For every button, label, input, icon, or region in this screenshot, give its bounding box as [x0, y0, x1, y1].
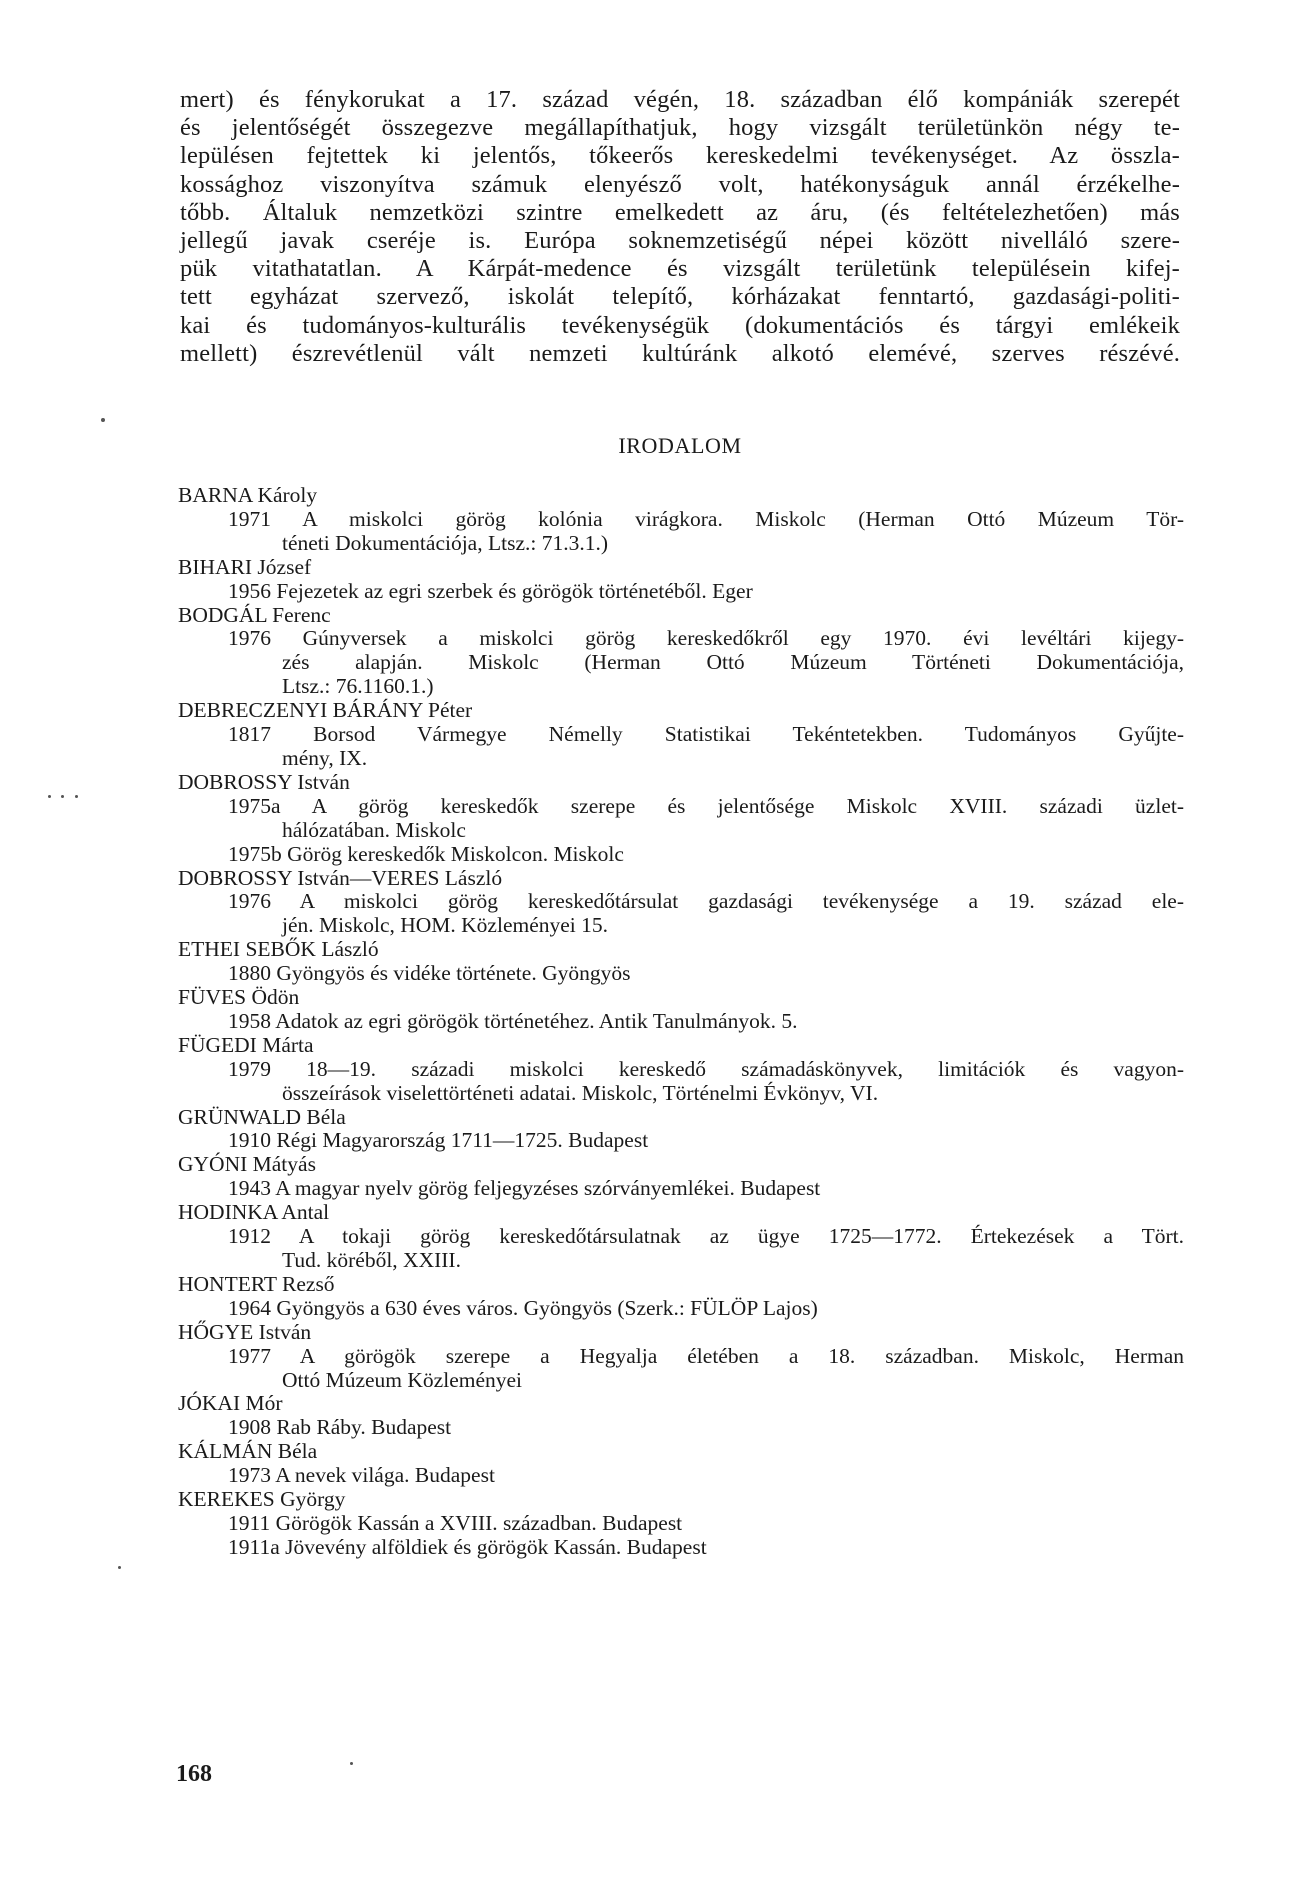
scan-speck: [101, 418, 105, 422]
body-line: lepülésen fejtettek ki jelentős, tőkeerős kereskedelmi tevékenységet. Az összla-: [180, 142, 1180, 170]
reference-entry: [178, 1010, 1188, 1034]
reference-entry: [178, 1512, 1188, 1536]
reference-entry: [178, 1058, 1188, 1106]
reference-entry: [178, 890, 1188, 938]
body-line: mellett) észrevétlenül vált nemzeti kultúránk alkotó elemévé, szerves részévé.: [180, 339, 1180, 367]
reference-author: FÜVES Ödön: [178, 985, 300, 1010]
reference-author: KEREKES György: [178, 1487, 346, 1512]
reference-author: DEBRECZENYI BÁRÁNY Péter: [178, 698, 473, 723]
scan-speck: [350, 1762, 353, 1765]
reference-line: 1976 Gúnyversek a miskolci görög kereskedőkről egy 1970. évi levéltári kijegy-: [228, 626, 1184, 651]
reference-author: HONTERT Rezső: [178, 1271, 335, 1296]
reference-entry: [178, 723, 1188, 771]
reference-entry: [178, 1177, 1188, 1201]
reference-author: BARNA Károly: [178, 483, 318, 507]
body-line: tőbb. Általuk nemzetközi szintre emelkedett az áru, (és feltételezhetően) más: [180, 198, 1180, 226]
reference-author: DOBROSSY István—VERES László: [178, 865, 503, 890]
reference-line: jén. Miskolc, HOM. Közleményei 15.: [282, 913, 609, 938]
reference-entry: [178, 1536, 1188, 1560]
reference-line: mény, IX.: [282, 745, 368, 770]
reference-line: 1910 Régi Magyarország 1711—1725. Budapest: [228, 1128, 649, 1153]
reference-line: 1975b Görög kereskedők Miskolcon. Miskolc: [228, 841, 624, 866]
reference-line: 1964 Gyöngyös a 630 éves város. Gyöngyös (Szerk.: FÜLÖP Lajos): [228, 1295, 818, 1320]
reference-author: KÁLMÁN Béla: [178, 1439, 318, 1464]
body-line: pük vitathatatlan. A Kárpát-medence és vizsgált területünk településein kifej-: [180, 255, 1180, 283]
section-heading: IRODALOM: [618, 433, 742, 458]
reference-entry: [178, 1297, 1188, 1321]
reference-list: [178, 484, 1188, 1560]
reference-line: 1977 A görögök szerepe a Hegyalja életében a 18. században. Miskolc, Herman: [228, 1343, 1184, 1368]
reference-author: BIHARI József: [178, 554, 312, 579]
reference-line: zés alapján. Miskolc (Herman Ottó Múzeum Történeti Dokumentációja,: [282, 650, 1184, 675]
reference-entry: [178, 795, 1188, 843]
scan-speck: [61, 795, 64, 798]
reference-author: ETHEI SEBŐK László: [178, 937, 379, 962]
reference-line: 1971 A miskolci görög kolónia virágkora. Miskolc (Herman Ottó Múzeum Tör-: [228, 506, 1184, 531]
reference-line: összeírások viselettörténeti adatai. Miskolc, Történelmi Évkönyv, VI.: [282, 1080, 879, 1105]
reference-author: HŐGYE István: [178, 1319, 312, 1344]
reference-line: hálózatában. Miskolc: [282, 817, 466, 842]
reference-line: Tud. köréből, XXIII.: [282, 1248, 461, 1272]
reference-line: 1911 Görögök Kassán a XVIII. században. Budapest: [228, 1510, 683, 1535]
reference-line: Ltsz.: 76.1160.1.): [282, 674, 434, 699]
reference-entry: [178, 580, 1188, 604]
body-line: jellegű javak cseréje is. Európa soknemzetiségű népei között nivelláló szere-: [180, 227, 1180, 255]
reference-entry: [178, 1129, 1188, 1153]
reference-line: 1979 18—19. századi miskolci kereskedő számadáskönyvek, limitációk és vagyon-: [228, 1056, 1184, 1081]
reference-author: HODINKA Antal: [178, 1200, 330, 1225]
reference-author: GYÓNI Mátyás: [178, 1152, 316, 1177]
reference-line: 1956 Fejezetek az egri szerbek és görögök történetéből. Eger: [228, 578, 753, 603]
reference-author: GRÜNWALD Béla: [178, 1104, 346, 1129]
body-line: és jelentőségét összegezve megállapíthatjuk, hogy vizsgált területünkön négy te-: [180, 114, 1180, 142]
scan-speck: [75, 795, 78, 798]
reference-line: 1975a A görög kereskedők szerepe és jelentősége Miskolc XVIII. századi üzlet-: [228, 793, 1184, 818]
reference-line: Ottó Múzeum Közleményei: [282, 1367, 523, 1392]
reference-line: 1973 A nevek világa. Budapest: [228, 1463, 495, 1488]
reference-line: 1958 Adatok az egri görögök történetéhez. Antik Tanulmányok. 5.: [228, 1008, 798, 1033]
reference-line: 1976 A miskolci görög kereskedőtársulat gazdasági tevékenysége a 19. század ele-: [228, 889, 1184, 914]
reference-entry: [178, 508, 1188, 556]
reference-entry: [178, 843, 1188, 867]
reference-line: 1817 Borsod Vármegye Némelly Statistikai Tekéntetekben. Tudományos Gyűjte-: [228, 722, 1184, 747]
reference-entry: [178, 1416, 1188, 1440]
reference-entry: [178, 627, 1188, 699]
reference-line: 1943 A magyar nyelv görög feljegyzéses szórványemlékei. Budapest: [228, 1176, 821, 1201]
reference-line: téneti Dokumentációja, Ltsz.: 71.3.1.): [282, 530, 608, 555]
reference-entry: [178, 962, 1188, 986]
body-line: mert) és fénykorukat a 17. század végén, 18. században élő kompániák szerepét: [180, 86, 1180, 113]
body-line: kossághoz viszonyítva számuk elenyésző volt, hatékonyságuk annál érzékelhe-: [180, 170, 1180, 198]
scan-speck: [48, 795, 51, 798]
body-line: tett egyházat szervező, iskolát telepítő, kórházakat fenntartó, gazdasági-politi-: [180, 283, 1180, 311]
reference-author: BODGÁL Ferenc: [178, 602, 331, 627]
body-paragraph: [180, 86, 1180, 368]
reference-line: 1880 Gyöngyös és vidéke története. Gyöngyös: [228, 961, 631, 986]
reference-author: JÓKAI Mór: [178, 1391, 283, 1416]
reference-entry: [178, 1464, 1188, 1488]
reference-line: 1911a Jövevény alföldiek és görögök Kassán. Budapest: [228, 1534, 707, 1559]
page-number: 168: [176, 1761, 212, 1787]
reference-entry: [178, 1225, 1188, 1273]
reference-author: DOBROSSY István: [178, 769, 350, 794]
scan-speck: [118, 1566, 121, 1569]
reference-entry: [178, 1345, 1188, 1393]
reference-author: FÜGEDI Márta: [178, 1032, 314, 1057]
reference-line: 1908 Rab Ráby. Budapest: [228, 1415, 452, 1440]
reference-line: 1912 A tokaji görög kereskedőtársulatnak az ügye 1725—1772. Értekezések a Tört.: [228, 1224, 1184, 1249]
body-line: kai és tudományos-kulturális tevékenységük (dokumentációs és tárgyi emlékeik: [180, 311, 1180, 339]
